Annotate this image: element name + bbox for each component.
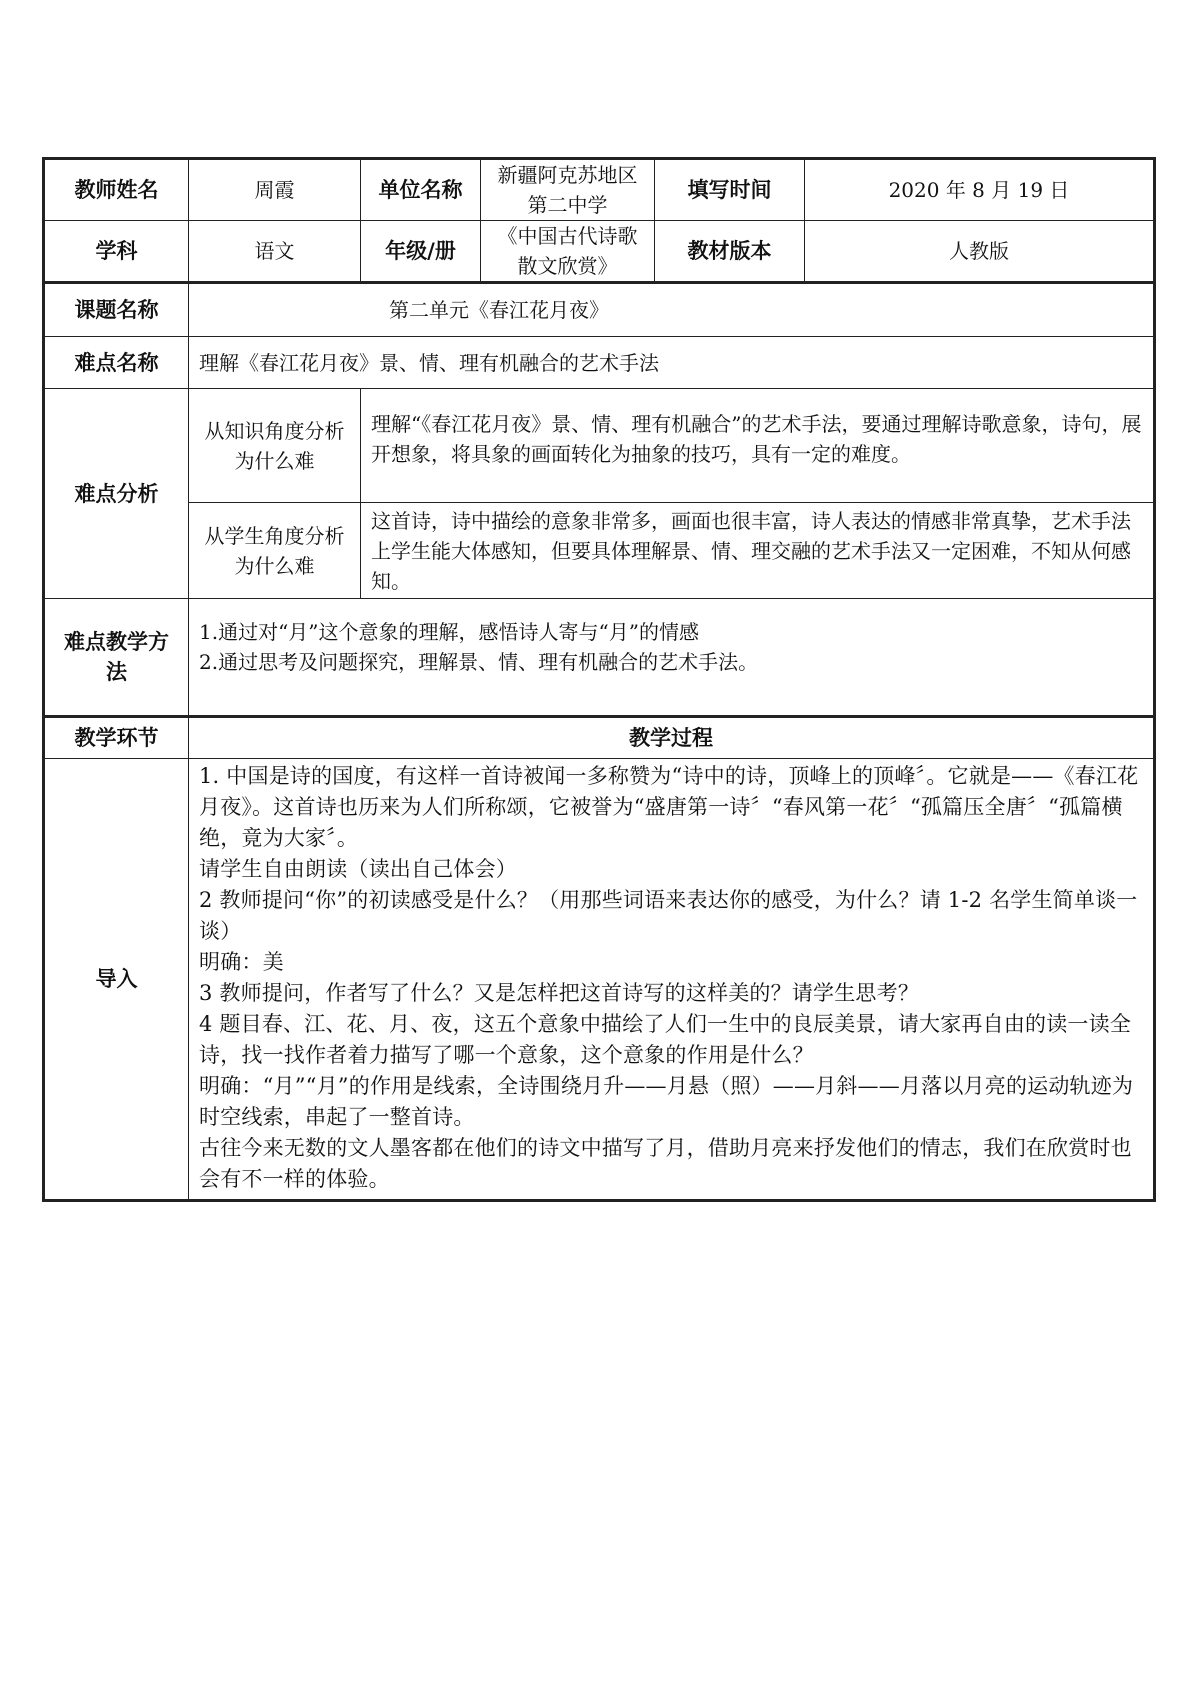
unit-value — [481, 159, 655, 221]
difficulty-label: 难点名称 — [44, 337, 189, 389]
info-row-teacher — [44, 159, 1155, 221]
method-content — [189, 599, 1155, 717]
row-analysis-student — [44, 503, 1155, 599]
intro-paragraph: 1. 中国是诗的国度，有这样一首诗被闻一多称赞为“诗中的诗，顶峰上的顶峰〞。它就是——《春江花月夜》。这首诗也历来为人们所称颂，它被誉为“盛唐第一诗〞“春风第一花〞“孤篇压全唐〞“孤篇横绝，竟为大家〞。 — [199, 764, 1139, 850]
title-value: 第二单元《春江花月夜》 — [189, 283, 1155, 337]
difficulty-value: 理解《春江花月夜》景、情、理有机融合的艺术手法 — [189, 337, 1155, 389]
intro-paragraph: 明确：“月”“月”的作用是线索，全诗围绕月升——月悬（照）——月斜——月落以月亮的运动轨迹为时空线索，串起了一整首诗。 — [199, 1074, 1134, 1129]
unit-value-line2: 第二中学 — [527, 193, 608, 217]
intro-paragraph: 2 教师提问“你”的初读感受是什么？（用那些词语来表达你的感受，为什么？请 1-2 名学生简单谈一谈） — [199, 888, 1138, 943]
unit-label: 单位名称 — [361, 159, 481, 221]
lesson-table — [42, 281, 1156, 718]
intro-content — [189, 759, 1155, 1201]
teacher-value: 周霞 — [189, 159, 361, 221]
grade-value — [481, 221, 655, 283]
row-analysis-knowledge — [44, 389, 1155, 503]
row-method — [44, 599, 1155, 717]
row-title — [44, 283, 1155, 337]
unit-value-line1: 新疆阿克苏地区 — [497, 163, 638, 187]
date-label: 填写时间 — [655, 159, 805, 221]
knowledge-label-line2: 为什么难 — [234, 448, 315, 473]
teacher-label: 教师姓名 — [44, 159, 189, 221]
intro-paragraph: 请学生自由朗读（读出自己体会） — [199, 857, 517, 881]
method-line-1: 1.通过对“月”这个意象的理解，感悟诗人寄与“月”的情感 — [199, 620, 699, 644]
edition-label: 教材版本 — [655, 221, 805, 283]
row-difficulty — [44, 337, 1155, 389]
student-text: 这首诗，诗中描绘的意象非常多，画面也很丰富，诗人表达的情感非常真挚，艺术手法上学生能大体感知，但要具体理解景、情、理交融的艺术手法又一定困难，不知从何感知。 — [361, 503, 1155, 599]
intro-paragraph: 4 题目春、江、花、月、夜，这五个意象中描绘了人们一生中的良辰美景，请大家再自由的读一读全诗，找一找作者着力描写了哪一个意象，这个意象的作用是什么？ — [199, 1012, 1132, 1067]
knowledge-label-line1: 从知识角度分析 — [204, 418, 345, 443]
student-label-line1: 从学生角度分析 — [204, 523, 345, 548]
method-line-2: 2.通过思考及问题探究，理解景、情、理有机融合的艺术手法。 — [199, 650, 759, 674]
intro-paragraph: 古往今来无数的文人墨客都在他们的诗文中描写了月，借助月亮来抒发他们的情志，我们在欣赏时也会有不一样的体验。 — [199, 1136, 1132, 1191]
process-table — [42, 715, 1156, 1202]
student-label-line2: 为什么难 — [234, 553, 315, 578]
edition-value: 人教版 — [805, 221, 1155, 283]
intro-row — [44, 759, 1155, 1201]
knowledge-label — [189, 389, 361, 503]
title-label: 课题名称 — [44, 283, 189, 337]
method-label: 难点教学方法 — [44, 599, 189, 717]
lesson-plan-sheet — [42, 157, 1153, 1202]
subject-label: 学科 — [44, 221, 189, 283]
intro-paragraph: 明确：美 — [199, 950, 284, 974]
analysis-label: 难点分析 — [44, 389, 189, 599]
date-value: 2020 年 8 月 19 日 — [805, 159, 1155, 221]
process-header: 教学过程 — [189, 717, 1155, 759]
student-label — [189, 503, 361, 599]
stage-header: 教学环节 — [44, 717, 189, 759]
grade-value-line1: 《中国古代诗歌 — [497, 224, 638, 248]
grade-label: 年级/册 — [361, 221, 481, 283]
subject-value: 语文 — [189, 221, 361, 283]
info-row-subject — [44, 221, 1155, 283]
info-table — [42, 157, 1156, 284]
intro-paragraph: 3 教师提问，作者写了什么？又是怎样把这首诗写的这样美的？请学生思考？ — [199, 981, 920, 1005]
intro-label: 导入 — [44, 759, 189, 1201]
knowledge-text: 理解“《春江花月夜》景、情、理有机融合”的艺术手法，要通过理解诗歌意象，诗句，展开想象，将具象的画面转化为抽象的技巧，具有一定的难度。 — [361, 389, 1155, 503]
grade-value-line2: 散文欣赏》 — [517, 254, 618, 278]
process-header-row — [44, 717, 1155, 759]
